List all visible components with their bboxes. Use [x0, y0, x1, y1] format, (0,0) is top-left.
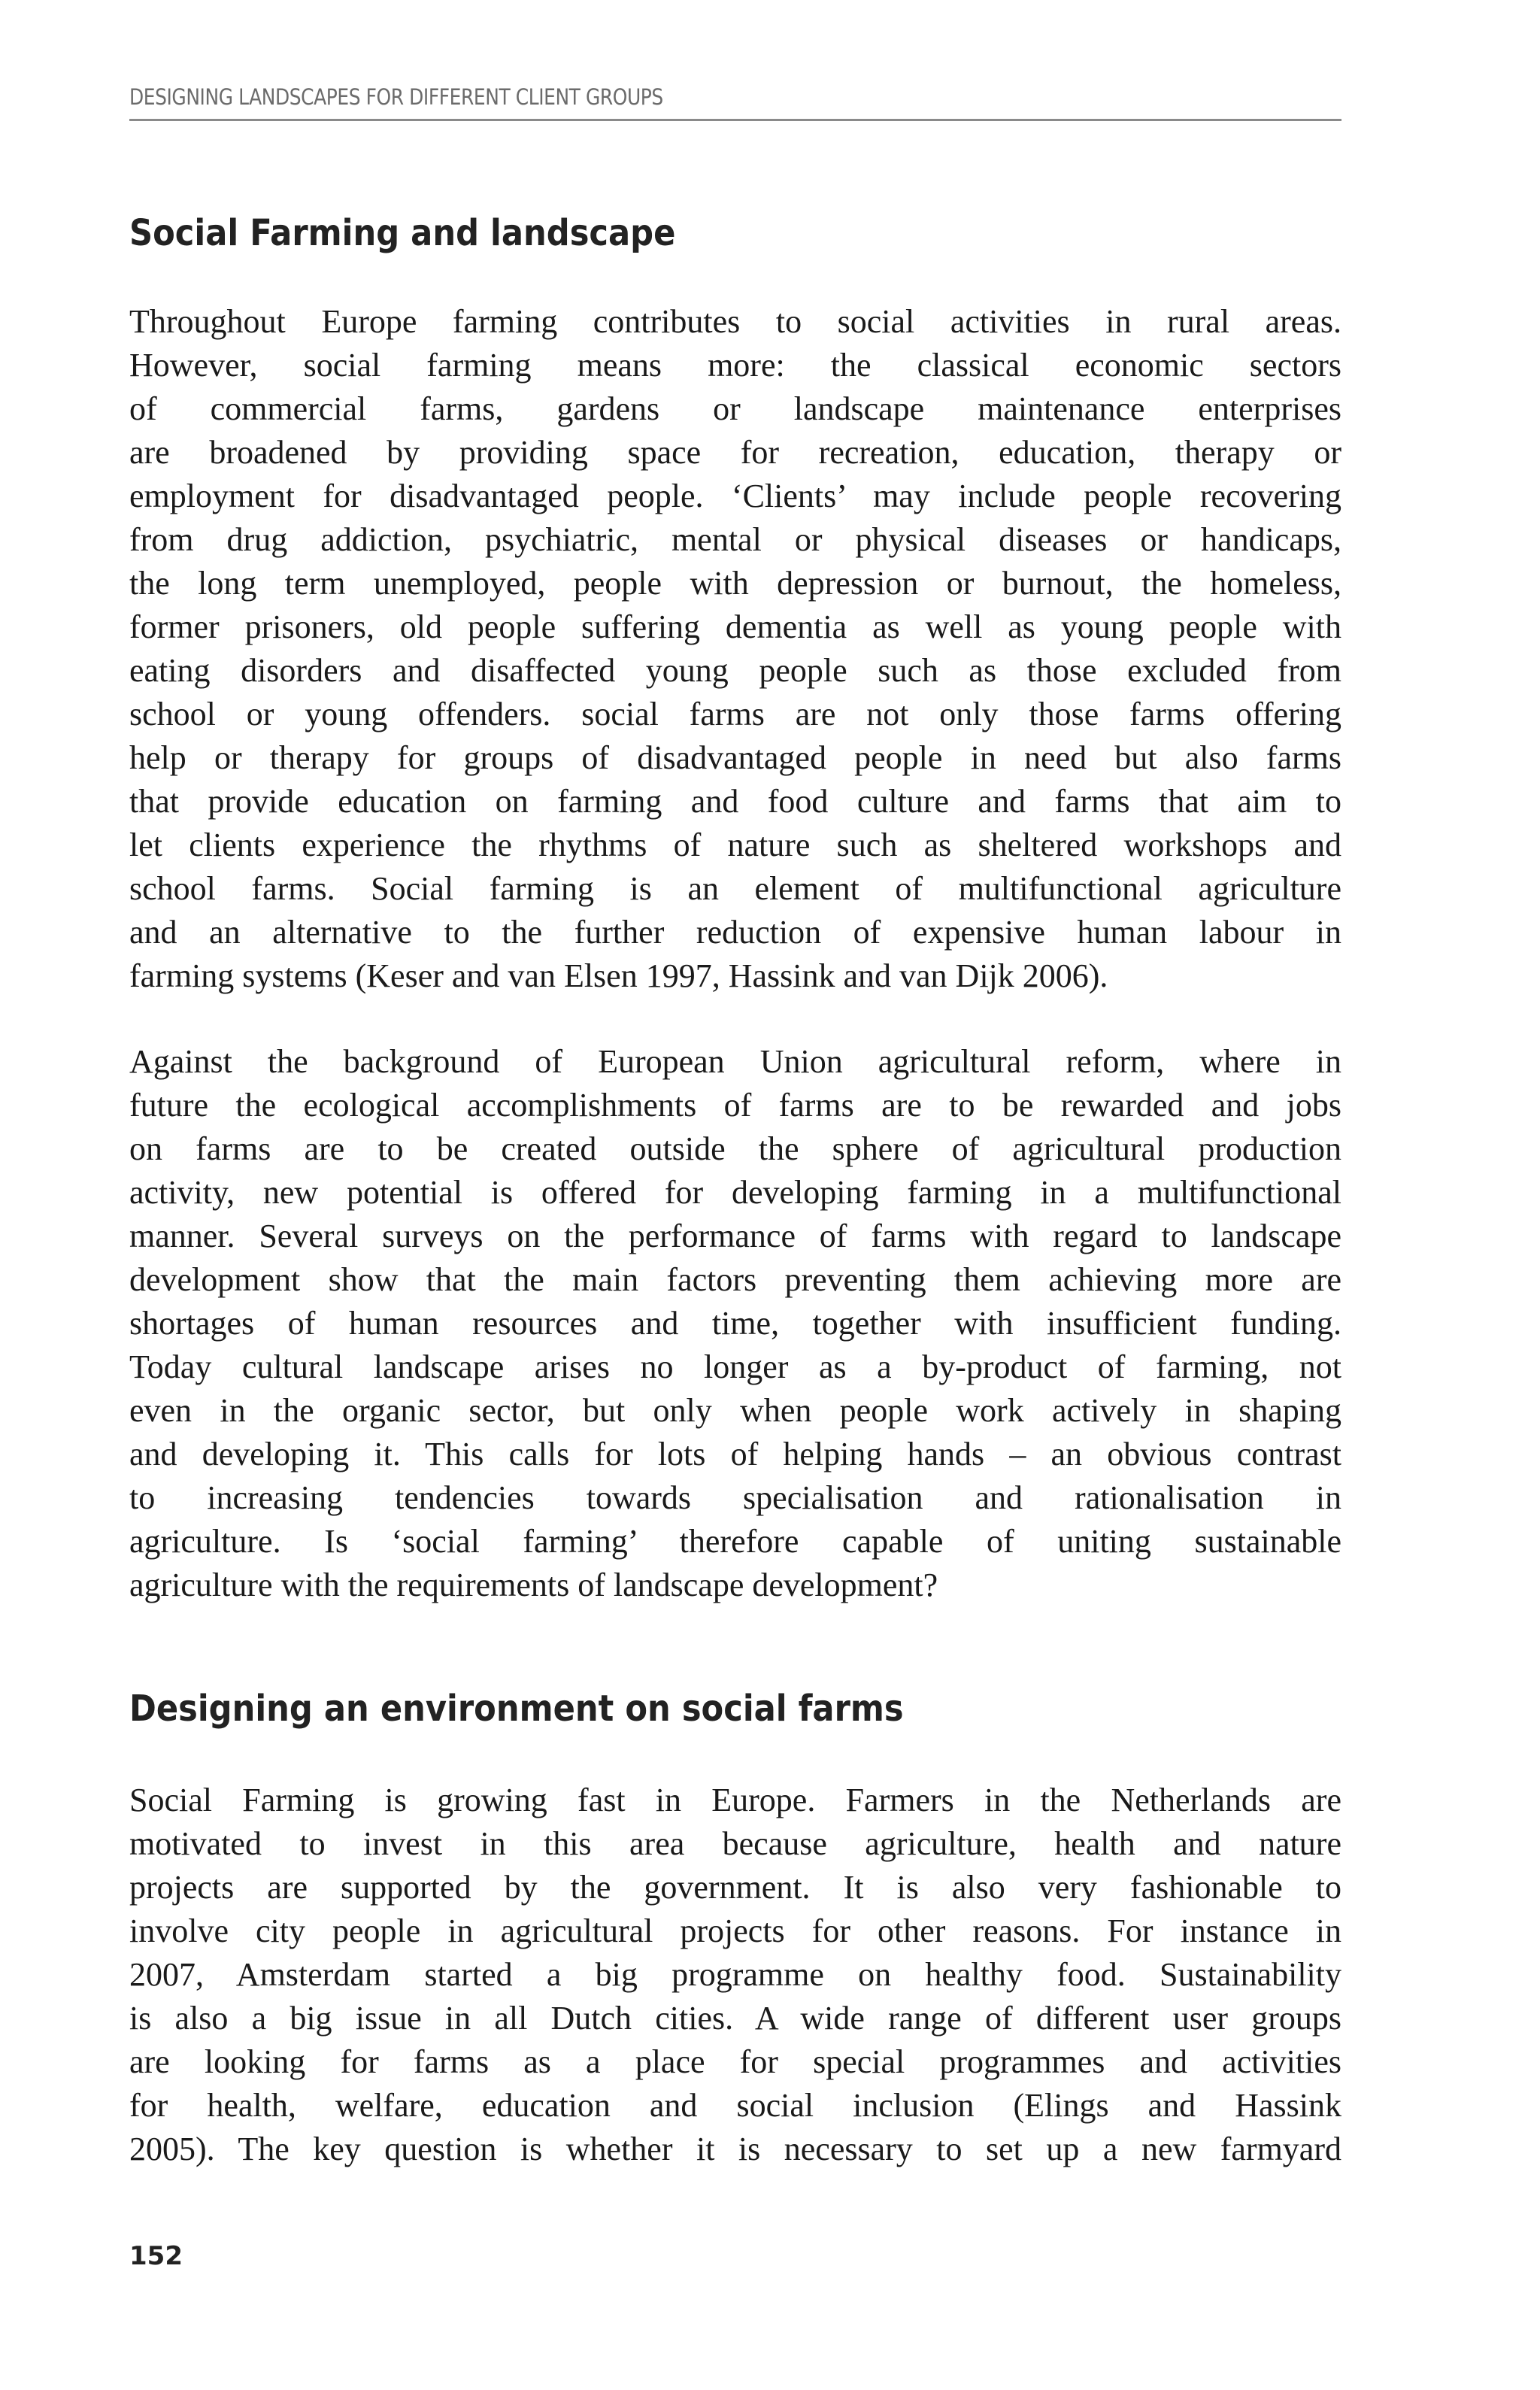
text-line: even in the organic sector, but only when people work actively in shaping	[129, 1392, 1341, 1429]
text-line: to increasing tendencies towards specialisation and rationalisation in	[129, 1479, 1341, 1516]
text-line: projects are supported by the government. It is also very fashionable to	[129, 1869, 1341, 1906]
text-line: former prisoners, old people suffering dementia as well as young people with	[129, 608, 1341, 645]
text-line: employment for disadvantaged people. ‘Clients’ may include people recovering	[129, 478, 1341, 514]
text-line: Today cultural landscape arises no longer as a by-product of farming, not	[129, 1348, 1341, 1385]
text-line: motivated to invest in this area because agriculture, health and nature	[129, 1825, 1341, 1862]
page-number: 152	[129, 2241, 183, 2271]
section-heading-social-farming: Social Farming and landscape	[129, 212, 676, 254]
text-line: on farms are to be created outside the sphere of agricultural production	[129, 1130, 1341, 1167]
text-line: activity, new potential is offered for developing farming in a multifunctional	[129, 1174, 1341, 1211]
text-line: that provide education on farming and food culture and farms that aim to	[129, 783, 1341, 820]
text-line: let clients experience the rhythms of nature such as sheltered workshops and	[129, 826, 1341, 863]
text-line: farming systems (Keser and van Elsen 1997, Hassink and van Dijk 2006).	[129, 957, 1108, 994]
text-line: are looking for farms as a place for special programmes and activities	[129, 2043, 1341, 2080]
text-line: the long term unemployed, people with depression or burnout, the homeless,	[129, 565, 1341, 602]
text-line: development show that the main factors preventing them achieving more are	[129, 1261, 1341, 1298]
text-line: future the ecological accomplishments of farms are to be rewarded and jobs	[129, 1087, 1341, 1124]
text-line: and an alternative to the further reduction of expensive human labour in	[129, 914, 1341, 951]
text-line: eating disorders and disaffected young people such as those excluded from	[129, 652, 1341, 689]
text-line: Against the background of European Union agricultural reform, where in	[129, 1043, 1341, 1080]
text-line: agriculture. Is ‘social farming’ therefore capable of uniting sustainable	[129, 1523, 1341, 1560]
text-line: agriculture with the requirements of landscape development?	[129, 1567, 938, 1603]
text-line: manner. Several surveys on the performance of farms with regard to landscape	[129, 1218, 1341, 1254]
text-line: 2005). The key question is whether it is necessary to set up a new farmyard	[129, 2131, 1341, 2167]
text-line: and developing it. This calls for lots of helping hands – an obvious contrast	[129, 1436, 1341, 1473]
text-line: are broadened by providing space for recreation, education, therapy or	[129, 434, 1341, 471]
text-line: from drug addiction, psychiatric, mental or physical diseases or handicaps,	[129, 521, 1341, 558]
running-header: DESIGNING LANDSCAPES FOR DIFFERENT CLIENT GROUPS	[129, 84, 663, 110]
paragraph-3	[129, 1779, 1341, 2171]
text-line: for health, welfare, education and social inclusion (Elings and Hassink	[129, 2087, 1341, 2124]
text-line: involve city people in agricultural projects for other reasons. For instance in	[129, 1912, 1341, 1949]
paragraph-1	[129, 300, 1341, 998]
text-line: However, social farming means more: the classical economic sectors	[129, 347, 1341, 384]
text-line: school farms. Social farming is an element of multifunctional agriculture	[129, 870, 1341, 907]
section-heading-designing-environment: Designing an environment on social farms	[129, 1688, 904, 1730]
text-line: is also a big issue in all Dutch cities. A wide range of different user groups	[129, 2000, 1341, 2037]
text-line: shortages of human resources and time, together with insufficient funding.	[129, 1305, 1341, 1342]
paragraph-2	[129, 1040, 1341, 1607]
text-line: Social Farming is growing fast in Europe. Farmers in the Netherlands are	[129, 1782, 1341, 1818]
header-rule	[129, 119, 1341, 121]
text-line: school or young offenders. social farms are not only those farms offering	[129, 696, 1341, 732]
text-line: of commercial farms, gardens or landscape maintenance enterprises	[129, 390, 1341, 427]
text-line: help or therapy for groups of disadvantaged people in need but also farms	[129, 739, 1341, 776]
text-line: Throughout Europe farming contributes to social activities in rural areas.	[129, 303, 1341, 340]
text-line: 2007, Amsterdam started a big programme on healthy food. Sustainability	[129, 1956, 1341, 1993]
